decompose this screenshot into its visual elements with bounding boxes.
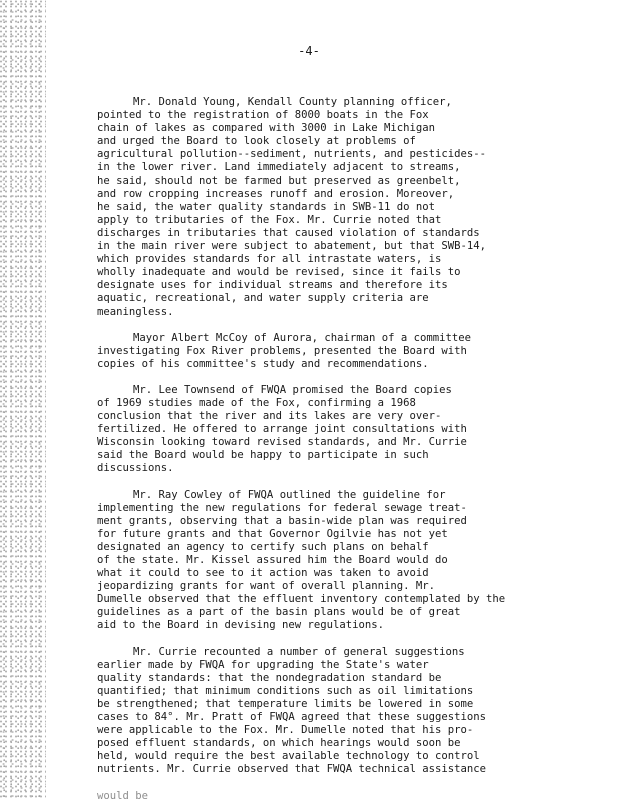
text-line: conclusion that the river and its lakes are very over-	[97, 410, 442, 423]
text-line: be strengthened; that temperature limits be lowered in some	[97, 697, 474, 710]
scanned-binding-edge	[0, 0, 46, 800]
text-line: Dumelle observed that the effluent inventory contemplated by the	[97, 593, 506, 606]
text-line: designated an agency to certify such plans on behalf	[97, 540, 429, 553]
text-line: chain of lakes as compared with 3000 in Lake Michigan	[97, 122, 436, 135]
text-line: he said, should not be farmed but preserved as greenbelt,	[97, 174, 461, 187]
text-line: Mr. Currie recounted a number of general suggestions	[133, 645, 465, 658]
text-line: discharges in tributaries that caused violation of standards	[97, 226, 480, 239]
text-line: what it could to see to it action was taken to avoid	[97, 567, 429, 580]
text-line: implementing the new regulations for federal sewage treat-	[97, 501, 467, 514]
text-line: apply to tributaries of the Fox. Mr. Currie noted that	[97, 213, 442, 226]
text-line: held, would require the best available technology to control	[97, 750, 480, 763]
text-line: guidelines as a part of the basin plans would be of great	[97, 606, 461, 619]
text-line: and row cropping increases runoff and erosion. Moreover,	[97, 187, 455, 200]
text-line: Mr. Ray Cowley of FWQA outlined the guideline for	[133, 488, 446, 501]
text-line: of 1969 studies made of the Fox, confirming a 1968	[97, 396, 416, 409]
document-body	[97, 96, 597, 803]
text-line: nutrients. Mr. Currie observed that FWQA technical assistance	[97, 763, 487, 776]
text-line: for future grants and that Governor Ogilvie has not yet	[97, 527, 448, 540]
text-line: wholly inadequate and would be revised, since it fails to	[97, 266, 461, 279]
text-line: of the state. Mr. Kissel assured him the Board would do	[97, 554, 448, 566]
text-line: pointed to the registration of 8000 boats in the Fox	[97, 109, 429, 122]
page-number: -4-	[298, 44, 320, 58]
text-line: aid to the Board in devising new regulations.	[97, 619, 385, 632]
text-line: agricultural pollution--sediment, nutrients, and pesticides--	[97, 148, 487, 161]
text-line: Mr. Lee Townsend of FWQA promised the Board copies	[133, 383, 452, 396]
text-line: earlier made by FWQA for upgrading the State's water	[97, 658, 429, 671]
text-line: copies of his committee's study and recommendations.	[97, 357, 429, 370]
text-line: meaningless.	[97, 305, 174, 318]
text-line: discussions.	[97, 462, 174, 475]
trailing-fragment: would be	[97, 789, 149, 802]
paragraph	[97, 646, 597, 777]
text-line: investigating Fox River problems, presented the Board with	[97, 344, 467, 357]
paragraph	[97, 384, 597, 476]
paragraph	[97, 489, 597, 633]
text-line: were applicable to the Fox. Mr. Dumelle noted that his pro-	[97, 724, 474, 737]
text-line: designate uses for individual streams and therefore its	[97, 279, 448, 292]
text-line: cases to 84°. Mr. Pratt of FWQA agreed that these suggestions	[97, 711, 487, 724]
text-line: ment grants, observing that a basin-wide plan was required	[97, 514, 467, 527]
text-line: Mr. Donald Young, Kendall County planning officer,	[133, 96, 452, 108]
text-line: posed effluent standards, on which hearings would soon be	[97, 737, 461, 750]
text-line: in the lower river. Land immediately adjacent to streams,	[97, 161, 461, 174]
text-line: aquatic, recreational, and water supply criteria are	[97, 292, 429, 305]
text-line: fertilized. He offered to arrange joint consultations with	[97, 423, 467, 436]
text-line: quantified; that minimum conditions such as oil limitations	[97, 684, 474, 697]
text-line: quality standards: that the nondegradation standard be	[97, 671, 442, 684]
paragraph	[97, 96, 597, 319]
text-line: said the Board would be happy to participate in such	[97, 449, 429, 462]
text-line: Wisconsin looking toward revised standards, and Mr. Currie	[97, 436, 467, 449]
paragraph	[97, 332, 597, 371]
text-line: jeopardizing grants for want of overall planning. Mr.	[97, 580, 436, 593]
text-line: Mayor Albert McCoy of Aurora, chairman of a committee	[133, 331, 472, 344]
text-line: in the main river were subject to abatement, but that SWB-14,	[97, 240, 487, 253]
text-line: he said, the water quality standards in SWB-11 do not	[97, 200, 436, 213]
text-line: and urged the Board to look closely at problems of	[97, 135, 416, 148]
text-line: which provides standards for all intrastate waters, is	[97, 253, 442, 266]
